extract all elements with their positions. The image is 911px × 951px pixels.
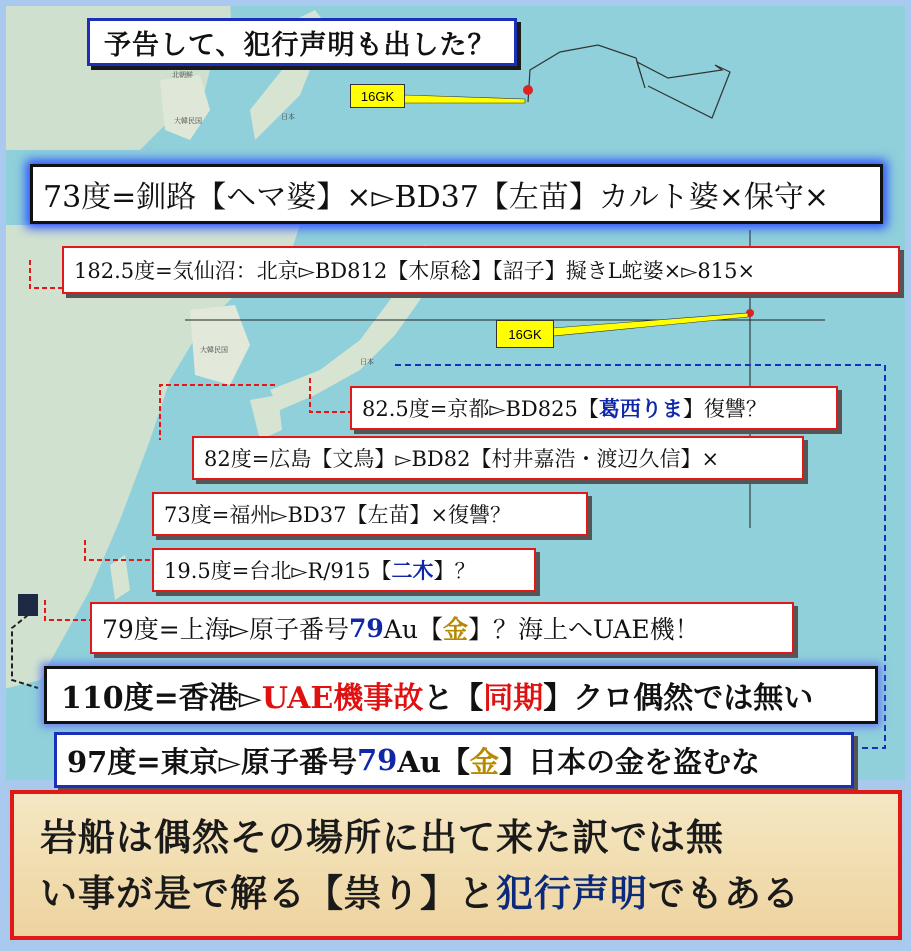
conclusion-line-2c: でもある [648, 871, 800, 915]
line-hongkong-c: と【 [423, 681, 484, 716]
line-shanghai-a: 79度=上海▻原子番号 [102, 615, 349, 644]
line-tokyo-a: 97度=東京▻原子番号 [67, 744, 357, 779]
line-hongkong-e: 】クロ偶然では無い [543, 681, 814, 716]
line-hiroshima: 82度=広島【文鳥】▻BD82【村井嘉浩・渡辺久信】× [204, 447, 720, 471]
line-taipei-b: 二木 [391, 558, 434, 583]
line-tokyo-b: 79 [356, 743, 398, 777]
map-label-japan-top: 日本 [281, 113, 295, 121]
conclusion-line-2a: い事が是で解る【祟り】と [40, 871, 496, 915]
callout-16gk-mid-label: 16GK [508, 326, 542, 342]
map-label-korea-top: 大韓民国 [174, 117, 202, 125]
line-tokyo-c: Au【 [397, 744, 470, 779]
line-taipei-a: 19.5度=台北▻R/915【 [164, 559, 392, 583]
line-kyoto-b: 葛西りま [598, 396, 683, 421]
line-taipei-c: 】？ [433, 559, 476, 583]
line-shanghai-b: 79 [349, 613, 384, 643]
map-label-japan-mid: 日本 [360, 358, 374, 366]
line-hongkong-b: UAE機事故 [261, 681, 424, 716]
line-shanghai-d: 金 [442, 615, 468, 644]
line-hongkong-a: 110度=香港▻ [61, 681, 262, 716]
line-kesennuma: 182.5度=気仙沼：北京▻BD812【木原稔】【詔子】擬きL蛇婆×▻815× [74, 259, 756, 283]
line-kyoto-c: 】復讐？ [682, 397, 767, 421]
callout-16gk-top-label: 16GK [360, 88, 395, 104]
map-label-north-korea: 北朝鮮 [172, 71, 193, 79]
main-line: 73度=釧路【ヘマ婆】×▻BD37【左苗】カルト婆×保守× [43, 180, 830, 215]
line-hongkong-d: 同期 [483, 681, 544, 716]
line-kyoto-a: 82.5度=京都▻BD825【 [362, 397, 599, 421]
conclusion-line-1: 岩船は偶然その場所に出て来た訳では無 [40, 815, 724, 859]
line-tokyo-e: 】日本の金を盗むな [498, 744, 760, 779]
line-shanghai-c: Au【 [383, 615, 443, 644]
map-label-korea-mid: 大韓民国 [200, 346, 228, 354]
line-shanghai-e: 】？海上へUAE機！ [467, 615, 700, 644]
conclusion-line-2b: 犯行声明 [496, 871, 648, 915]
header-caption: 予告して、犯行声明も出した？ [104, 29, 496, 61]
line-fuzhou: 73度=福州▻BD37【左苗】×復讐？ [164, 503, 512, 527]
line-tokyo-d: 金 [469, 744, 499, 779]
